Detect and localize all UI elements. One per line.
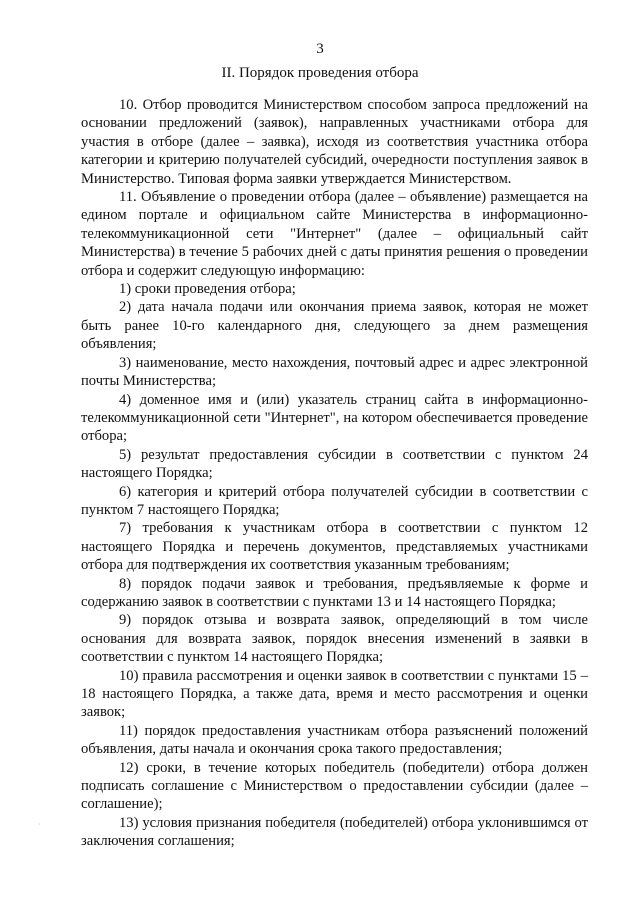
- list-item-8: 8) порядок подачи заявок и требования, предъявляемые к форме и содержанию заявок в соответствии с пунктами 13 и 14 настоящего Порядка;: [81, 575, 588, 610]
- list-item-5: 5) результат предоставления субсидии в соответствии с пунктом 24 настоящего Порядка;: [81, 446, 588, 482]
- list-item-12: 12) сроки, в течение которых победитель (победители) отбора должен подписать соглашение с Министерством о предоставлении субсидии (далее – соглашение);: [81, 759, 588, 813]
- list-item-10: 10) правила рассмотрения и оценки заявок в соответствии с пунктами 15 – 18 настоящего Порядка, а также дата, время и место рассмотрения и оценки заявок;: [81, 667, 588, 721]
- list-item-11: 11) порядок предоставления участникам отбора разъяснений положений объявления, даты начала и окончания срока такого предоставления;: [81, 722, 588, 758]
- list-item-2: 2) дата начала подачи или окончания приема заявок, которая не может быть ранее 10-го календарного дня, следующего за днем размещения объявления;: [81, 299, 588, 353]
- document-body: [81, 96, 588, 851]
- list-item-6: 6) категория и критерий отбора получателей субсидии в соответствии с пунктом 7 настоящего Порядка;: [81, 483, 588, 518]
- list-item-3: 3) наименование, место нахождения, почтовый адрес и адрес электронной почты Министерства;: [81, 354, 588, 390]
- list-item-1: 1) сроки проведения отбора;: [119, 281, 296, 298]
- list-item-7: 7) требования к участникам отбора в соответствии с пунктом 12 настоящего Порядка и перечень документов, представляемых участниками отбора для подтверждения их соответствия указанным требованиям;: [81, 520, 588, 574]
- list-item-13: 13) условия признания победителя (победителей) отбора уклонившимся от заключения соглашения;: [81, 814, 588, 850]
- list-item-9: 9) порядок отзыва и возврата заявок, определяющий в том числе основания для возврата заявок, порядок внесения изменений в заявки в соответствии с пунктом 14 настоящего Порядка;: [81, 612, 588, 666]
- list-item-4: 4) доменное имя и (или) указатель страниц сайта в информационно-телекоммуникационной сети "Интернет", на котором обеспечивается проведение отбора;: [81, 391, 588, 445]
- paragraph-11: 11. Объявление о проведении отбора (далее – объявление) размещается на едином портале и официальном сайте Министерства в информационно-телекоммуникационной сети "Интернет" (далее – официальный сайт Министерства) в течение 5 рабочих дней с даты принятия решения о проведении отбора и содержит следующую информацию:: [81, 189, 588, 279]
- paragraph-10: 10. Отбор проводится Министерством способом запроса предложений на основании предложений (заявок), направленных участниками отбора для участия в отборе (далее – заявка), исходя из соответствия участника отбора категории и критерию получателей субсидий, очередности поступления заявок в Министерство. Типовая форма заявки утверждается Министерством.: [81, 97, 588, 187]
- section-title: II. Порядок проведения отбора: [221, 65, 419, 81]
- margin-mark: ·: [38, 820, 41, 829]
- page-number: 3: [316, 41, 324, 57]
